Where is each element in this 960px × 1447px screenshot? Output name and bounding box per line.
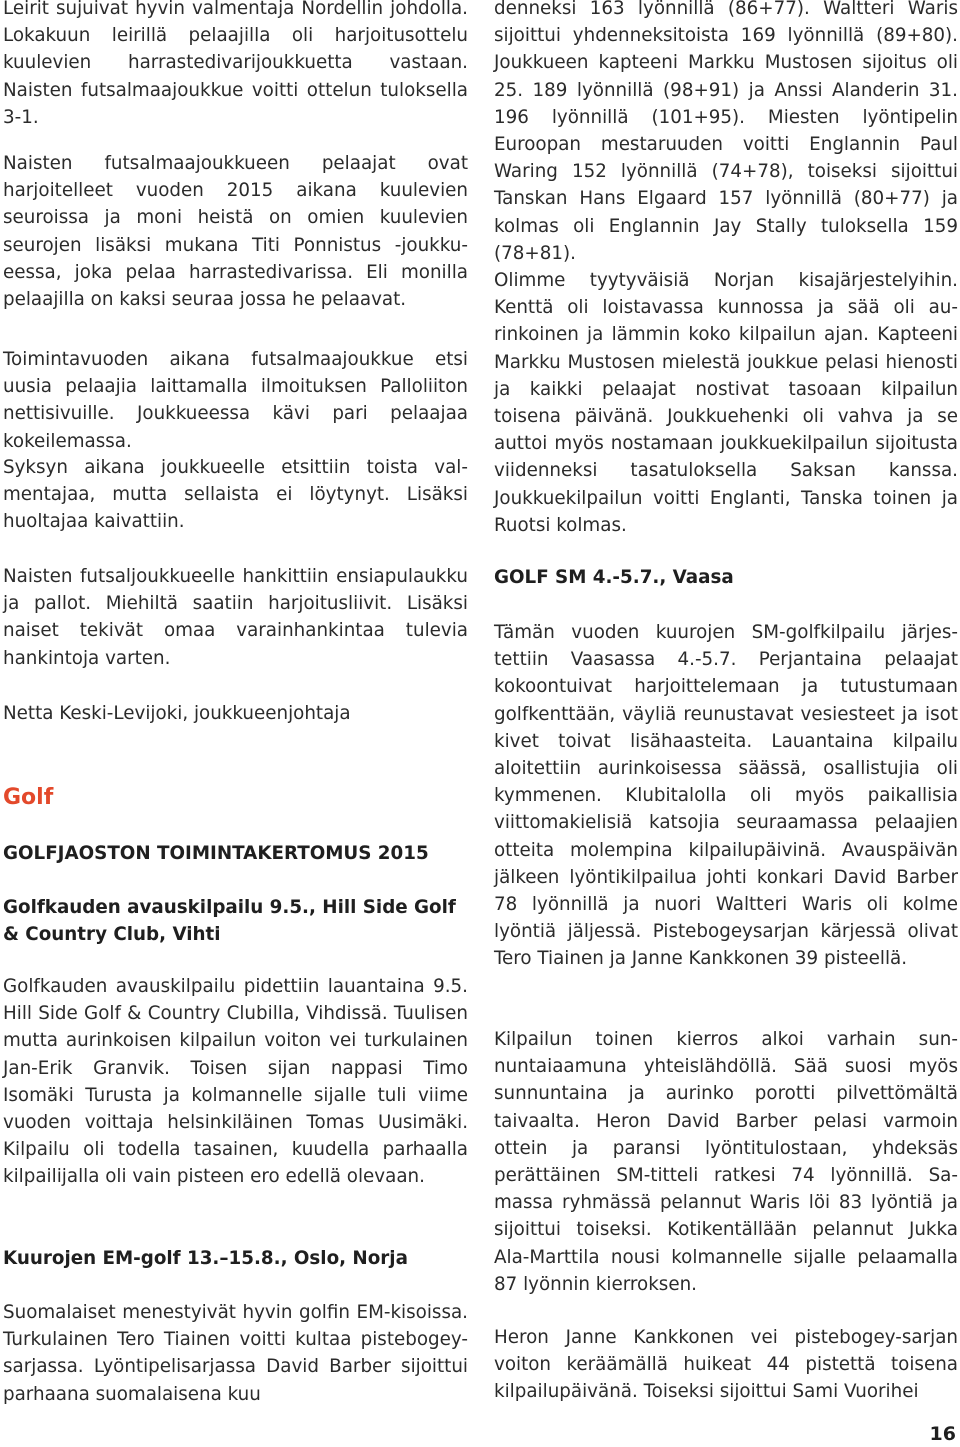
event-em-text: Suomalaiset menestyivät hyvin golfin EM-kisoissa. Turkulainen Tero Tiainen voitti kultaa pistebogey-sarjassa. Lyöntipelisarjassa David Barber sijoittui parhaana suomalaisena kuu xyxy=(3,1302,468,1405)
paragraph-norway-organisation: Olimme tyytyväisiä Norjan kisajärjestelyihin. Kenttä oli loistavassa kunnossa ja sää oli aurinkoinen ja lämmin koko kilpailun ajan. Kapteeni Markku Mustosen mielestä joukkue pelasi hienosti ja kaikki pelaajat nostivat tasoaan kilpailun toisena päivänä. Joukkuehenki oli vahva ja se auttoi myös nostamaan joukkuekilpailun sijoitusta viidenneksi tasatuloksella Saksan kanssa. Joukkuekilpailun voitti Englanti, Tanska toinen ja Ruotsi kolmas. xyxy=(494,270,958,536)
event-opening-text: Golfkauden avauskilpailu pidettiin lauantaina 9.5. Hill Side Golf & Country Clubilla, Vihdissä. Tuulisen mutta aurinkoisen kilpailun voiton vei turkulainen Jan-Erik Granvik. Toisen sijan nappasi Timo Isomäki Turusta ja kolmannelle sijalle tuli viime vuoden voittaja helsinkiläinen Tomas Uusimäki. Kilpailu oli todella tasainen, kuudella parhaalla kilpailijalla oli vain pisteen ero edellä olevaan. xyxy=(3,976,468,1188)
paragraph-futsal-players: Naisten futsalmaajoukkueen pelaajat ovat harjoitelleet vuoden 2015 aikana kuulevien seuroissa ja moni heistä on omien kuulevien seurojen lisäksi mukana Titi Ponnistus -joukkueessa, joka pelaa harrastedivarissa. Eli monilla pelaajilla on kaksi seuraa jossa he pelaavat. xyxy=(3,153,468,311)
signature: Netta Keski-Levijoki, joukkueenjohtaja xyxy=(3,703,351,724)
report-title: GOLFJAOSTON TOIMINTAKERTOMUS 2015 xyxy=(3,843,429,864)
paragraph-new-players: Toimintavuoden aikana futsalmaajoukkue etsi uusia pelaajia laittamalla ilmoituksen Palloliiton nettisivuille. Joukkueessa kävi pari pelaajaa kokeilemassa. xyxy=(3,349,468,452)
paragraph-sm-day2: Kilpailun toinen kierros alkoi varhain sunnuntaiaamuna yhteislähdöllä. Sää suosi myös sunnuntaina ja aurinko porotti pilvettömältä taivaalta. Heron David Barber pelasi varmoin ottein ja paransi lyöntitulostaan, yhdeksäs perättäinen SM-titteli ratkesi 74 lyönnillä. Samassa ryhmässä pelannut Waris löi 83 lyöntiä ja sijoittui toiseksi. Kotikentällään pelannut Jukka Ala-Marttila nousi kolmannelle sijalle pelaamalla 87 lyönnin kierroksen. xyxy=(494,1029,958,1295)
event-opening-title: Golfkauden avauskilpailu 9.5., Hill Side Golf & Country Club, Vihti xyxy=(3,897,456,946)
paragraph-leirit: Leirit sujuivat hyvin valmentaja Nordellin johdolla. Lokakuun leirillä pelaajilla oli harjoitusottelu kuulevien harrastedivarijoukkuetta vastaan. Naisten futsalmaajoukkue voitti ottelun tuloksella 3-1. xyxy=(3,0,468,128)
paragraph-sm-day1: Tämän vuoden kuurojen SM-golfkilpailu järjestettiin Vaasassa 4.-5.7. Perjantaina pelaajat kokoontuivat harjoittelemaan ja tutustumaan golfkenttään, väyliä reunustavat vesiesteet ja isot kivet toivat lisähaasteita. Lauantaina kilpailu aloitettiin aurinkoisessa säässä, osallistujia oli kymmenen. Klubitalolla oli myös paikallisia viittomakielisiä katsojia seuraamassa pelaajien otteita molempina kilpailupäivinä. Avauspäivän jälkeen lyöntikilpailua johti konkari David Barber 78 lyönnillä ja nuori Waltteri Waris oli kolme lyöntiä jäljessä. Pistebogeysarjan kärjessä olivat Tero Tiainen ja Janne Kankkonen 39 pisteellä. xyxy=(494,622,958,970)
event-em-title: Kuurojen EM-golf 13.–15.8., Oslo, Norja xyxy=(3,1248,408,1269)
section-heading-golf: Golf xyxy=(3,785,54,810)
paragraph-em-results: denneksi 163 lyönnillä (86+77). Waltteri Waris sijoittui yhdenneksitoista 169 lyönnillä (89+80). Joukkueen kapteeni Markku Mustosen sijoitus oli 25. 189 lyönnillä (98+91) ja Anssi Alanderin 31. 196 lyönnillä (101+95). Miesten lyöntipelin Euroopan mestaruuden voitti Englannin Paul Waring 152 lyönnillä (74+78), toiseksi sijoittui Tanskan Hans Elgaard 157 lyönnillä (80+77) ja kolmas oli Englannin Jay Stally tuloksella 159 (78+81). xyxy=(494,0,958,264)
event-sm-title: GOLF SM 4.-5.7., Vaasa xyxy=(494,567,734,588)
paragraph-pistebogey: Heron Janne Kankkonen vei pistebogey-sarjan voiton keräämällä huikeat 44 pistettä toisena kilpailupäivänä. Toiseksi sijoittui Sami Vuorihei xyxy=(494,1327,958,1403)
page-number: 16 xyxy=(929,1423,956,1445)
paragraph-coach-search: Syksyn aikana joukkueelle etsittiin toista valmentajaa, mutta sellaista ei löytynyt. Lisäksi huoltajaa kaivattiin. xyxy=(3,457,468,533)
paragraph-equipment: Naisten futsaljoukkueelle hankittiin ensiapulaukku ja pallot. Miehiltä saatiin harjoitusliivit. Lisäksi naiset tekivät omaa varainhankintaa tulevia hankintoja varten. xyxy=(3,566,468,669)
